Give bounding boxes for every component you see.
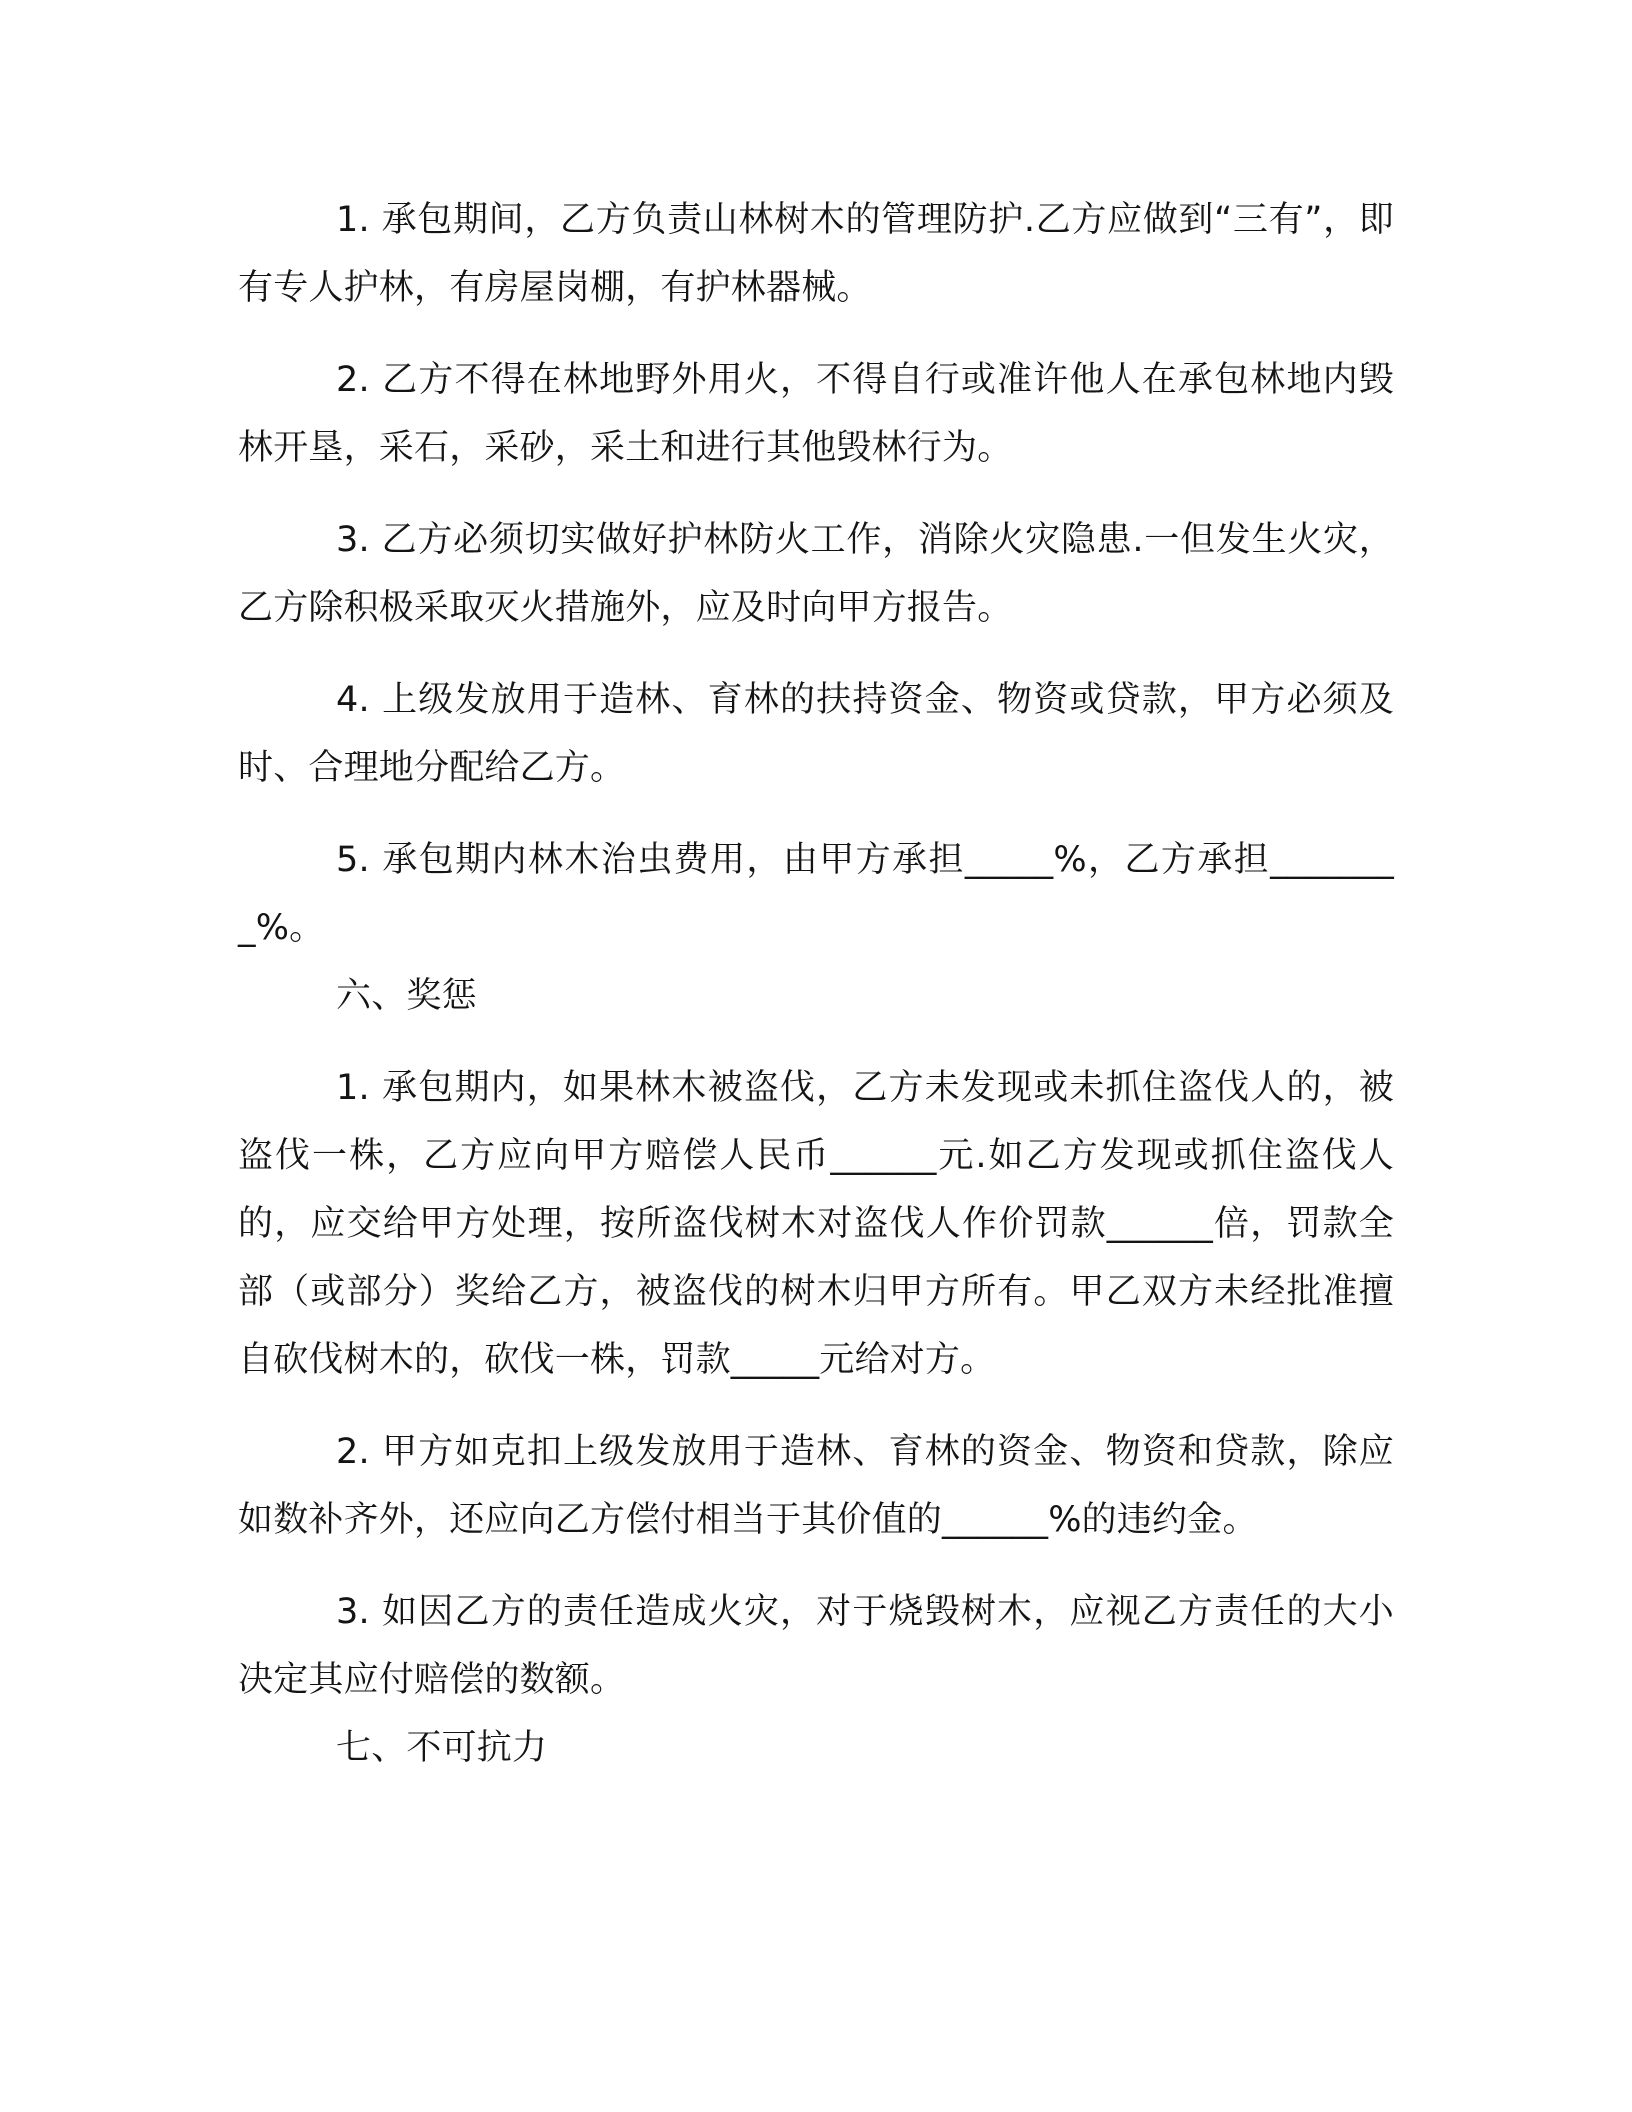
document-body xyxy=(238,186,1394,1782)
section-heading-rewards-penalties: 六、奖惩 xyxy=(336,976,477,1016)
clause-2: 2. 乙方不得在林地野外用火，不得自行或准许他人在承包林地内毁林开垦，采石，采砂，采土和进行其他毁林行为。 xyxy=(238,360,1394,468)
section6-clause-3: 3. 如因乙方的责任造成火灾，对于烧毁树木，应视乙方责任的大小决定其应付赔偿的数额。 xyxy=(238,1592,1394,1700)
section6-clause-1: 1. 承包期内，如果林木被盗伐，乙方未发现或未抓住盗伐人的，被盗伐一株，乙方应向甲方赔偿人民币______元.如乙方发现或抓住盗伐人的，应交给甲方处理，按所盗伐树木对盗伐人作价罚款______倍，罚款全部（或部分）奖给乙方，被盗伐的树木归甲方所有。甲乙双方未经批准擅自砍伐树木的，砍伐一株，罚款_____元给对方。 xyxy=(238,1068,1394,1380)
clause-5: 5. 承包期内林木治虫费用，由甲方承担_____%，乙方承担________%。 xyxy=(238,840,1394,948)
clause-1: 1. 承包期间，乙方负责山林树木的管理防护.乙方应做到“三有”，即有专人护林，有房屋岗棚，有护林器械。 xyxy=(238,200,1394,308)
section6-clause-2: 2. 甲方如克扣上级发放用于造林、育林的资金、物资和贷款，除应如数补齐外，还应向乙方偿付相当于其价值的______%的违约金。 xyxy=(238,1432,1394,1540)
clause-4: 4. 上级发放用于造林、育林的扶持资金、物资或贷款，甲方必须及时、合理地分配给乙方。 xyxy=(238,680,1394,788)
section-heading-force-majeure: 七、不可抗力 xyxy=(336,1728,548,1768)
clause-3: 3. 乙方必须切实做好护林防火工作，消除火灾隐患.一但发生火灾，乙方除积极采取灭火措施外，应及时向甲方报告。 xyxy=(238,520,1394,628)
